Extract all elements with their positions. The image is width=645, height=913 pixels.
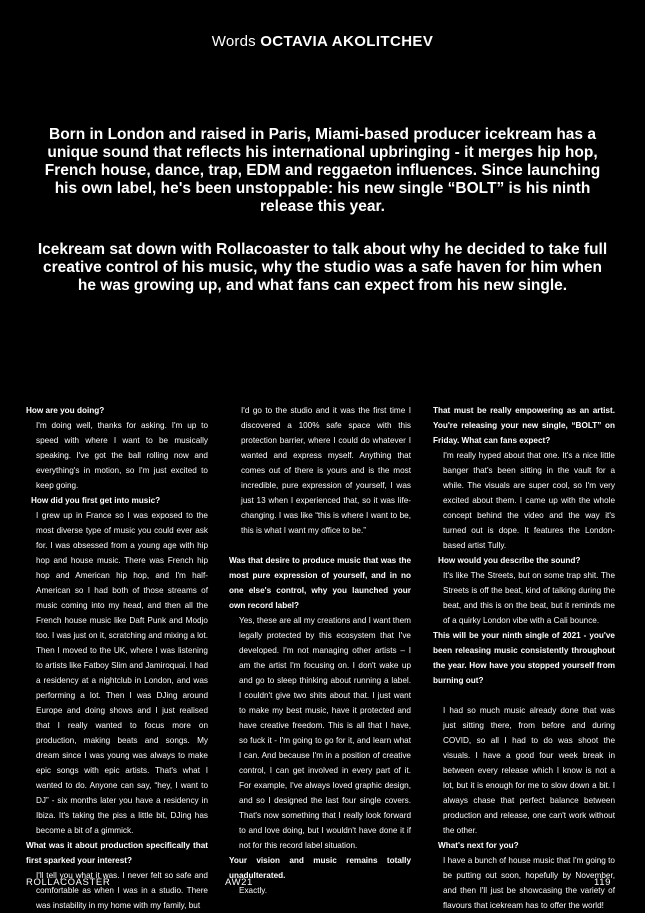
answer-2: I grew up in France so I was exposed to the most diverse type of music you could ever ask for. I was obsessed from a young age with hip hop and house music. There was French hip hop and American hip hop, and I'm half-American so I had both of those streams of music coming into my head, and then all the French house music like Daft Punk and Modjo too. I was just on it, scratching and mixing a lot. Then I moved to the UK, where I was listening to artists like Fatboy Slim and Jamiroquai. I had a residency at a nightclub in London, and was performing a lot. Then I was DJing around Europe and doing shows and I just realised that I really wanted to focus more on production, making beats and songs. My dream since I was young was always to make epic songs with epic artists. That's what I wanted to do. Anyone can say, “hey, I want to DJ” - six months later you have a residency in Ibiza. It's taking the piss a little bit, DJing has become a bit of a gimmick. xyxy=(36,511,209,835)
article-column-1 xyxy=(26,403,208,913)
author-name: OCTAVIA AKOLITCHEV xyxy=(260,33,434,50)
answer-7: It's like The Streets, but on some trap shit. The Streets is off the beat, kind of talking during the beat, and this is on the beat, but it reminds me of a quirky London vibe with a Cali bounce. xyxy=(443,571,615,625)
answer-5: Exactly. xyxy=(239,886,268,895)
question-2: How did you first get into music? xyxy=(31,496,161,505)
article-column-3 xyxy=(433,403,615,913)
answer-9: I have a bunch of house music that I'm going to be putting out soon, hopefully by November, and then I'll just be showcasing the variety of flavours that icekream has to offer the world! xyxy=(443,856,615,910)
question-4: Was that desire to produce music that was the most pure expression of yourself, and in no one else's control, why you launched your own record label? xyxy=(229,556,411,610)
answer-8: I had so much music already done that was just sitting there, from before and during COVID, so all I had to do was shoot the visuals. I have a good four week break in between every release which I know is not a lot, but it is enough for me to slow down a bit. I always chase that perfect balance between production and release, one can't work without the other. xyxy=(443,706,615,835)
answer-4: Yes, these are all my creations and I want them legally protected by this ecosystem that I've developed. I'm not managing other artists – I am the artist I'm focusing on. I don't wake up and go to sleep thinking about running a label. I couldn't give two shits about that. I just want to make my best music, have it protected and have creative freedom. This is all that I have, so fuck it - I'm going to go for it, and learn what I can. And because I'm in a position of creative control, I can get involved in every part of it. For example, I've always loved graphic design, and so I designed the last four single covers. That's now something that I really look forward to and love doing, but I wouldn't have done it if not for this record label situation. xyxy=(239,616,411,850)
question-3: What was it about production specifically that first sparked your interest? xyxy=(26,841,208,865)
question-9: What's next for you? xyxy=(438,841,519,850)
question-5: Your vision and music remains totally unadulterated. xyxy=(229,856,411,880)
footer-page-number: 119 xyxy=(594,877,611,888)
answer-3: I'll tell you what it was. I never felt so safe and comfortable as when I was in a studio. There was instability in my home with my family, but xyxy=(36,871,208,910)
byline-prefix: Words xyxy=(211,33,256,50)
footer-magazine-name: ROLLACOASTER xyxy=(26,877,111,888)
answer-3-continued: I'd go to the studio and it was the first time I discovered a 100% safe space with this protection barrier, where I could do whatever I wanted and express myself. Anything that comes out of there is yours and is the most incredible, pure expression of yourself, I was just 13 when I experienced that, so it was life-changing. I was like “this is where I want to be, this is what I want my office to be.” xyxy=(241,406,411,535)
article-column-2 xyxy=(229,403,411,898)
answer-1: I'm doing well, thanks for asking. I'm up to speed with where I want to be musically speaking. I've got the ball rolling now and everything's in motion, so I'm just excited to keep going. xyxy=(36,421,208,490)
question-6: That must be really empowering as an artist. You're releasing your new single, “BOLT” on Friday. What can fans expect? xyxy=(433,406,615,445)
byline xyxy=(0,33,645,50)
intro-paragraph-1: Born in London and raised in Paris, Miami-based producer icekream has a unique sound that reflects his international upbringing - it merges hip hop, French house, dance, trap, EDM and reggaeton influences. Since launching his own label, he's been unstoppable: his new single “BOLT” is his ninth release this year. xyxy=(44,126,601,215)
question-1: How are you doing? xyxy=(26,406,105,415)
intro-paragraph-2: Icekream sat down with Rollacoaster to talk about why he decided to take full creative control of his music, why the studio was a safe haven for him when he was growing up, and what fans can expect from his new single. xyxy=(37,241,608,294)
answer-6: I'm really hyped about that one. It's a nice little banger that's been sitting in the vault for a while. The visuals are super cool, so I'm very excited about them. I came up with the whole concept behind the video and the way it's turned out is dope. It features the London-based artist Tully. xyxy=(443,451,615,550)
question-8: This will be your ninth single of 2021 - you've been releasing music consistently throughout the year. How have you stopped yourself from burning out? xyxy=(433,631,615,685)
question-7: How would you describe the sound? xyxy=(438,556,581,565)
footer-issue: AW21 xyxy=(225,877,253,888)
